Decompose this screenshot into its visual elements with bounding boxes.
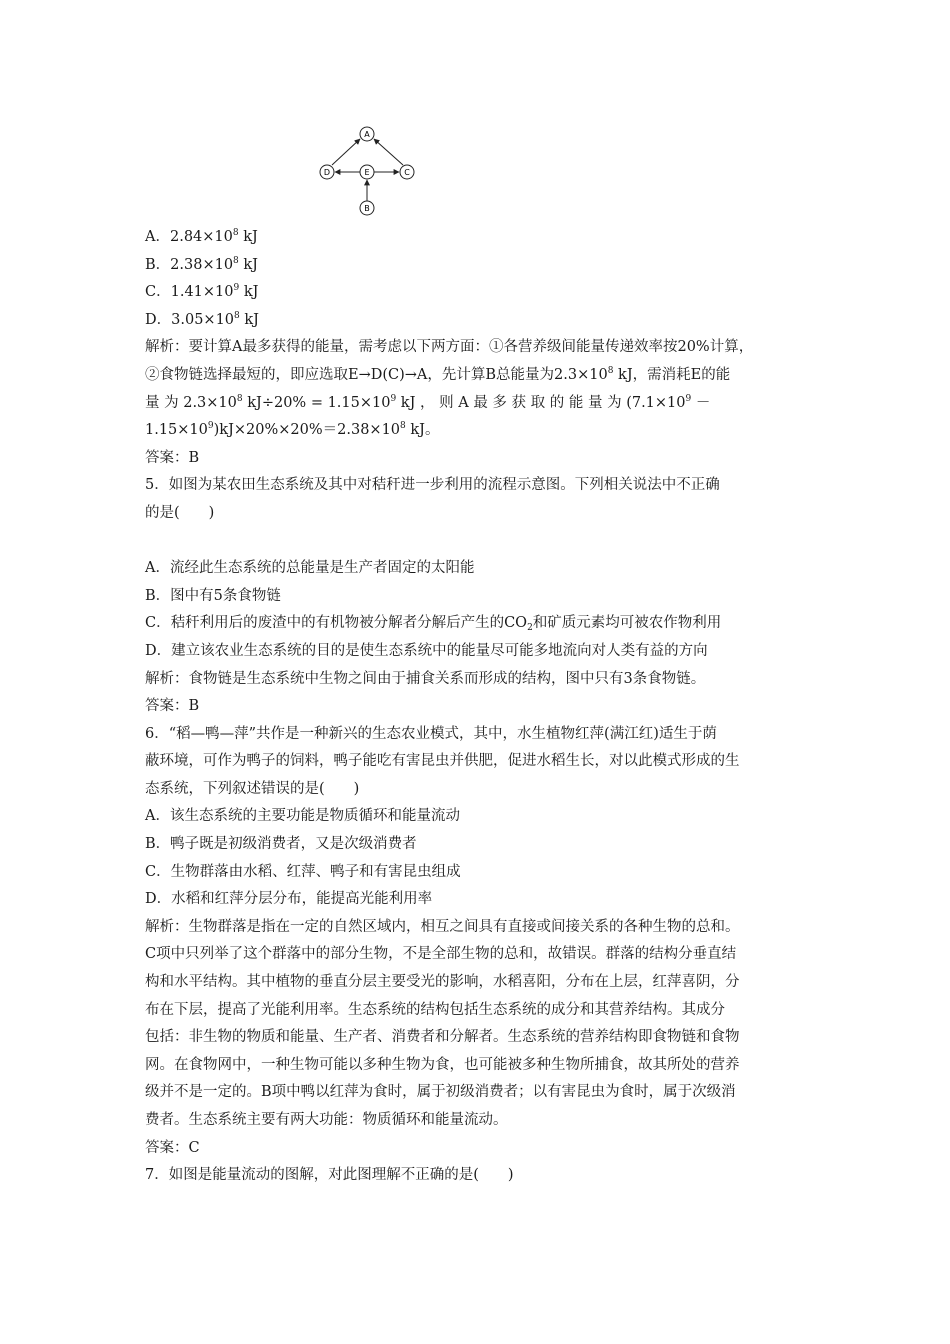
arrow-d-to-a: [332, 139, 360, 165]
q4-answer: 答案：B: [145, 449, 200, 466]
q5-option-b: B．图中有5条食物链: [145, 587, 281, 604]
q6-stem-line-2: 蔽环境，可作为鸭子的饲料，鸭子能吃有害昆虫并供肥，促进水稻生长，对以此模式形成的生: [145, 753, 740, 770]
q6-analysis-line-6: 网。在食物网中，一种生物可能以多种生物为食，也可能被多种生物所捕食，故其所处的营养: [145, 1056, 740, 1073]
q6-analysis-line-1: 解析：生物群落是指在一定的自然区域内，相互之间具有直接或间接关系的各种生物的总和。: [145, 918, 740, 935]
q6-option-b: B．鸭子既是初级消费者，又是次级消费者: [145, 836, 417, 853]
q5-option-d: D．建立该农业生态系统的目的是使生态系统中的能量尽可能多地流向对人类有益的方向: [145, 642, 708, 659]
node-e: [360, 165, 374, 179]
q6-analysis-line-7: 级并不是一定的。B项中鸭以红萍为食时，属于初级消费者；以有害昆虫为食时，属于次级消: [145, 1084, 736, 1101]
arrow-c-to-a: [374, 139, 403, 165]
q6-option-a: A．该生态系统的主要功能是物质循环和能量流动: [145, 808, 460, 825]
q4-option-d: D．$3.05\times 10^8$ kJ: [145, 310, 259, 328]
q4-analysis-line-1: 解析：要计算A最多获得的能量，需考虑以下两方面：①各营养级间能量传递效率按20%计算，: [145, 339, 754, 356]
q6-analysis-line-2: C项中只列举了这个群落中的部分生物，不是全部生物的总和，故错误。群落的结构分垂直结: [145, 946, 737, 963]
svg-text:C: C: [404, 168, 410, 177]
q6-option-d: D．水稻和红萍分层分布，能提高光能利用率: [145, 891, 433, 908]
q7-stem: 7．如图是能量流动的图解，对此图理解不正确的是( ): [145, 1167, 514, 1184]
svg-text:A: A: [364, 130, 370, 139]
q5-option-a: A．流经此生态系统的总能量是生产者固定的太阳能: [145, 560, 475, 577]
q4-analysis-line-4: $1.15\times 10^9)kJ\times 20\%\times 20\%=2.38\times 10^8$ kJ。: [145, 421, 440, 439]
node-c: [400, 165, 414, 179]
q4-option-b: B．$2.38\times 10^8$ kJ: [145, 255, 258, 273]
q6-analysis-line-8: 费者。生态系统主要有两大功能：物质循环和能量流动。: [145, 1112, 508, 1128]
svg-text:E: E: [364, 168, 370, 177]
q5-stem-line-1: 5．如图为某农田生态系统及其中对秸秆进一步利用的流程示意图。下列相关说法中不正确: [145, 477, 720, 494]
document-text: [145, 224, 813, 1190]
q4-analysis-line-2: ②食物链选择最短的，即应选取E→D(C)→A，先计算B总能量为$2.3\times 10^8$ kJ，需消耗E的能: [145, 365, 731, 383]
q6-analysis-line-5: 包括：非生物的物质和能量、生产者、消费者和分解者。生态系统的营养结构即食物链和食物: [145, 1029, 740, 1046]
q5-answer: 答案：B: [145, 698, 200, 715]
node-b: [360, 201, 374, 215]
q4-option-c: C．$1.41\times 10^9$ kJ: [145, 283, 259, 301]
svg-text:D: D: [323, 168, 331, 177]
svg-text:B: B: [364, 204, 370, 213]
q4-analysis-line-3: 量 为 $2.3\times 10^8$ $kJ\div 20\% = 1.15\times 10^9$ kJ ， 则 A 最 多 获 取 的 能 量 为 ($7.1\times 10^9$ －: [145, 393, 711, 411]
node-d: [320, 165, 334, 179]
q5-figure-space: [145, 528, 813, 556]
q5-analysis: 解析：食物链是生态系统中生物之间由于捕食关系而形成的结构，图中只有3条食物链。: [145, 670, 706, 687]
food-web-diagram: [312, 122, 424, 218]
node-a: [360, 127, 374, 141]
q6-answer: 答案：C: [145, 1139, 200, 1156]
q5-stem-line-2: 的是( ): [145, 504, 215, 521]
q4-option-a: A．$2.84\times 10^8$ kJ: [145, 228, 258, 245]
q6-option-c: C．生物群落由水稻、红萍、鸭子和有害昆虫组成: [145, 863, 461, 880]
q6-analysis-line-3: 构和水平结构。其中植物的垂直分层主要受光的影响，水稻喜阳，分布在上层，红萍喜阴，分: [145, 974, 740, 991]
q6-stem-line-1: 6．“稻—鸭—萍”共作是一种新兴的生态农业模式，其中，水生植物红萍(满江红)适生于荫: [145, 725, 717, 742]
q5-option-c: C．秸秆利用后的废渣中的有机物被分解者分解后产生的$CO_2$和矿质元素均可被农作物利用: [145, 615, 722, 634]
q6-analysis-line-4: 布在下层，提高了光能利用率。生态系统的结构包括生态系统的成分和其营养结构。其成分: [145, 1001, 725, 1018]
q6-stem-line-3: 态系统，下列叙述错误的是( ): [145, 780, 360, 797]
